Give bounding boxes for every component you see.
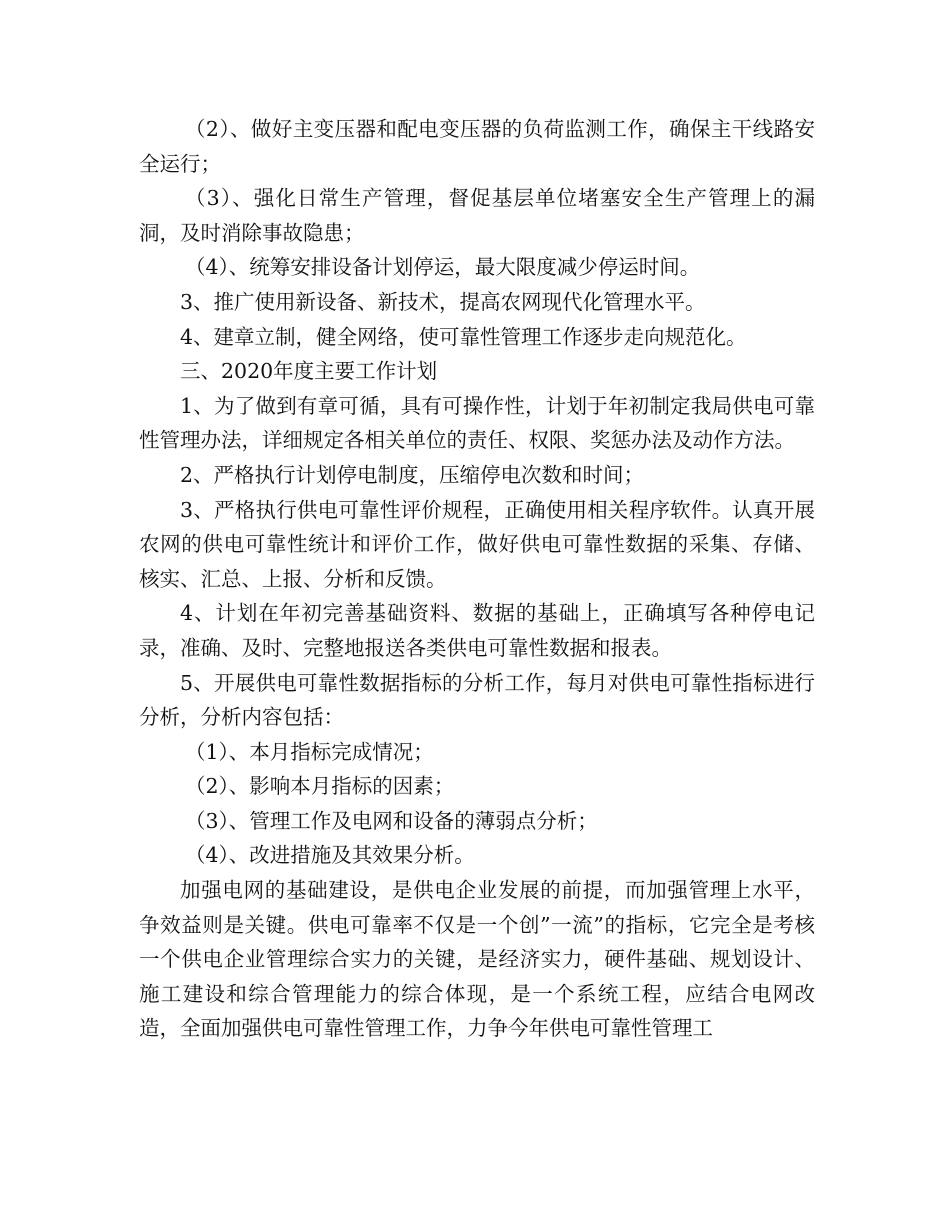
paragraph: （2）、做好主变压器和配电变压器的负荷监测工作，确保主干线路安全运行； bbox=[139, 117, 815, 176]
list-item: （3）、管理工作及电网和设备的薄弱点分析； bbox=[185, 808, 598, 833]
paragraph: （4）、统筹安排设备计划停运，最大限度减少停运时间。 bbox=[185, 255, 701, 280]
paragraph: 1、为了做到有章可循，具有可操作性，计划于年初制定我局供电可靠性管理办法，详细规定各相关单位的责任、权限、奖惩办法及动作方法。 bbox=[139, 393, 815, 453]
list-item: （2）、影响本月指标的因素； bbox=[185, 774, 455, 799]
list-item: （4）、改进措施及其效果分析。 bbox=[185, 843, 475, 868]
paragraph: 3、严格执行供电可靠性评价规程，正确使用相关程序软件。认真开展农网的供电可靠性统计和评价工作，做好供电可靠性数据的采集、存储、核实、汇总、上报、分析和反馈。 bbox=[139, 497, 815, 591]
paragraph: 5、开展供电可靠性数据指标的分析工作，每月对供电可靠性指标进行分析，分析内容包括： bbox=[139, 670, 815, 730]
section-heading: 三、2020年度主要工作计划 bbox=[180, 359, 438, 384]
document-body bbox=[139, 112, 815, 1046]
paragraph: 2、严格执行计划停电制度，压缩停电次数和时间； bbox=[180, 462, 645, 487]
paragraph: 4、建章立制，健全网络，使可靠性管理工作逐步走向规范化。 bbox=[180, 324, 747, 349]
list-item: （1）、本月指标完成情况； bbox=[185, 739, 434, 764]
paragraph: （3）、强化日常生产管理，督促基层单位堵塞安全生产管理上的漏洞，及时消除事故隐患； bbox=[139, 186, 815, 245]
paragraph: 加强电网的基础建设，是供电企业发展的前提，而加强管理上水平，争效益则是关键。供电可靠率不仅是一个创”一流”的指标，它完全是考核一个供电企业管理综合实力的关键，是经济实力，硬件基础、规划设计、施工建设和综合管理能力的综合体现，是一个系统工程，应结合电网改造，全面加强供电可靠性管理工作，力争今年供电可靠性管理工 bbox=[139, 878, 815, 1041]
paragraph: 4、计划在年初完善基础资料、数据的基础上，正确填写各种停电记录，准确、及时、完整地报送各类供电可靠性数据和报表。 bbox=[139, 601, 815, 660]
paragraph: 3、推广使用新设备、新技术，提高农网现代化管理水平。 bbox=[180, 289, 706, 314]
